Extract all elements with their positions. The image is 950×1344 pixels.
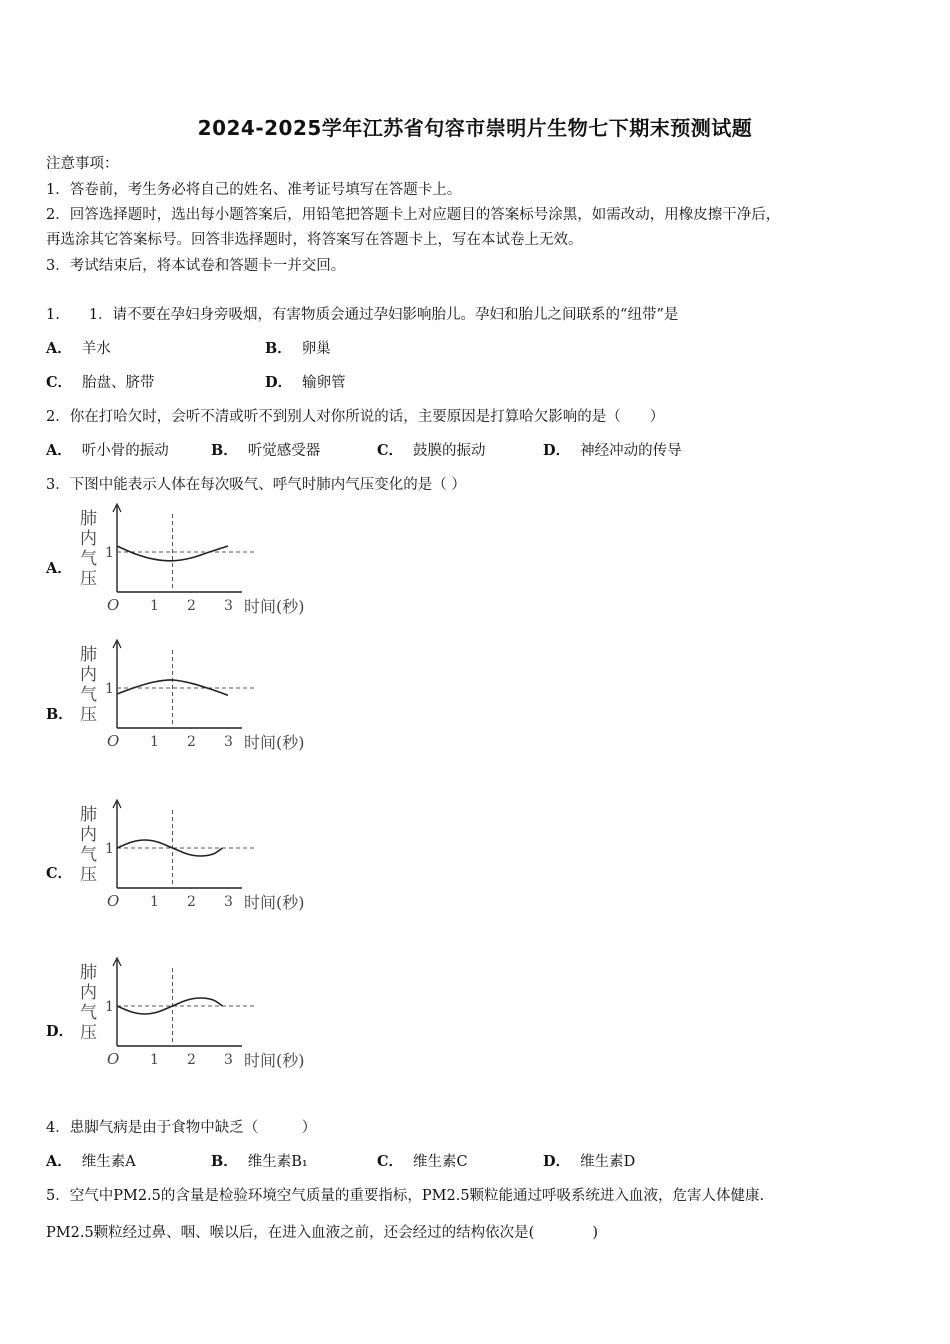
y-tick-label: 1 <box>105 545 114 561</box>
question-1-stem: 1. 1．请不要在孕妇身旁吸烟，有害物质会通过孕妇影响胎儿。孕妇和胎儿之间联系的“纽带”是 <box>46 307 679 323</box>
y-tick-label: 1 <box>105 999 114 1015</box>
y-axis-label-char: 气 <box>80 1003 97 1023</box>
question-2-option-d[interactable] <box>543 439 682 460</box>
x-tick-label: 3 <box>224 894 233 910</box>
option-text: 神经冲动的传导 <box>580 443 682 459</box>
question-1-option-c[interactable] <box>46 371 155 392</box>
option-letter: D． <box>265 374 293 391</box>
question-2-option-a[interactable] <box>46 439 169 460</box>
question-2-option-b[interactable] <box>211 439 320 460</box>
question-3-stem: 3．下图中能表示人体在每次吸气、呼气时肺内气压变化的是（ ） <box>46 477 466 493</box>
y-tick-label: 1 <box>105 841 114 857</box>
x-tick-label: 1 <box>150 1052 159 1068</box>
y-axis-label-char: 气 <box>80 845 97 865</box>
question-4-option-a[interactable] <box>46 1150 136 1171</box>
question-2-option-c[interactable] <box>377 439 486 460</box>
option-text: 卵巢 <box>301 341 331 357</box>
x-tick-label: 2 <box>187 734 196 750</box>
x-tick-label: 2 <box>187 1052 196 1068</box>
question-5-stem-line: 5．空气中PM2.5的含量是检验环境空气质量的重要指标，PM2.5颗粒能通过呼吸系统进入血液，危害人体健康. <box>46 1188 765 1204</box>
question-4-option-b[interactable] <box>211 1150 308 1171</box>
origin-label: O <box>107 596 120 614</box>
y-axis-label-char: 压 <box>80 865 97 885</box>
y-axis-label-char: 肺 <box>80 805 97 825</box>
option-letter: C． <box>377 442 404 459</box>
y-axis-label-char: 压 <box>80 569 97 589</box>
option-letter: A． <box>46 340 72 357</box>
y-axis-label-char: 肺 <box>80 963 97 983</box>
question-5-stem-line: PM2.5颗粒经过鼻、咽、喉以后，在进入血液之前，还会经过的结构依次是( ) <box>46 1225 598 1241</box>
y-axis-label-char: 内 <box>80 825 97 845</box>
y-axis-label-char: 肺 <box>80 645 97 665</box>
option-text: 羊水 <box>81 341 111 357</box>
x-tick-label: 1 <box>150 894 159 910</box>
notice-item: 1．答卷前，考生务必将自己的姓名、准考证号填写在答题卡上。 <box>46 182 462 198</box>
page-title: 2024-2025学年江苏省句容市崇明片生物七下期末预测试题 <box>197 116 753 140</box>
option-text: 听觉感受器 <box>247 443 321 459</box>
y-axis-label-char: 压 <box>80 705 97 725</box>
y-axis-label-char: 内 <box>80 983 97 1003</box>
y-axis-label-char: 内 <box>80 529 97 549</box>
option-letter: D． <box>543 1153 571 1170</box>
x-axis-label: 时间(秒) <box>244 893 305 912</box>
question-3-option-c-label[interactable]: C． <box>46 865 73 882</box>
x-tick-label: 1 <box>150 734 159 750</box>
option-text: 鼓膜的振动 <box>413 443 486 459</box>
option-letter: A． <box>46 1153 72 1170</box>
y-axis-label-char: 肺 <box>80 509 97 529</box>
question-1-option-d[interactable] <box>265 371 346 392</box>
option-text: 维生素B₁ <box>247 1154 308 1170</box>
notice-item: 再选涂其它答案标号。回答非选择题时，将答案写在答题卡上，写在本试卷上无效。 <box>46 232 583 248</box>
y-axis-label-char: 气 <box>80 549 97 569</box>
option-letter: C． <box>377 1153 404 1170</box>
origin-label: O <box>107 892 120 910</box>
option-letter: A． <box>46 442 72 459</box>
notice-item: 2．回答选择题时，选出每小题答案后，用铅笔把答题卡上对应题目的答案标号涂黑，如需改动，用橡皮擦干净后， <box>46 207 781 223</box>
option-text: 维生素C <box>413 1154 468 1170</box>
x-tick-label: 1 <box>150 598 159 614</box>
x-tick-label: 3 <box>224 1052 233 1068</box>
option-letter: B． <box>211 1153 238 1170</box>
notice-item: 3．考试结束后，将本试卷和答题卡一并交回。 <box>46 258 346 274</box>
y-axis-label-char: 压 <box>80 1023 97 1043</box>
x-axis-label: 时间(秒) <box>244 733 305 752</box>
question-4-option-d[interactable] <box>543 1150 635 1171</box>
pressure-graph-a <box>72 500 332 630</box>
question-4-stem: 4．患脚气病是由于食物中缺乏（ ） <box>46 1120 317 1136</box>
y-tick-label: 1 <box>105 681 114 697</box>
x-tick-label: 3 <box>224 734 233 750</box>
y-axis-label-char: 内 <box>80 665 97 685</box>
pressure-graph-d <box>72 954 332 1084</box>
option-letter: B． <box>265 340 292 357</box>
question-4-option-c[interactable] <box>377 1150 468 1171</box>
origin-label: O <box>107 732 120 750</box>
option-text: 听小骨的振动 <box>81 443 169 459</box>
x-tick-label: 2 <box>187 598 196 614</box>
origin-label: O <box>107 1050 120 1068</box>
pressure-graph-c <box>72 796 332 926</box>
option-text: 输卵管 <box>302 375 346 391</box>
question-3-option-b-label[interactable]: B． <box>46 706 73 723</box>
option-text: 维生素A <box>81 1154 136 1170</box>
option-letter: B． <box>211 442 238 459</box>
question-3-option-a-label[interactable]: A． <box>46 560 72 577</box>
x-tick-label: 2 <box>187 894 196 910</box>
question-2-stem: 2．你在打哈欠时，会听不清或听不到别人对你所说的话，主要原因是打算哈欠影响的是（ ） <box>46 409 665 425</box>
option-letter: D． <box>543 442 571 459</box>
x-tick-label: 3 <box>224 598 233 614</box>
pressure-graph-b <box>72 636 332 766</box>
question-1-option-a[interactable] <box>46 337 111 358</box>
option-text: 维生素D <box>580 1154 636 1170</box>
question-3-option-d-label[interactable]: D． <box>46 1023 74 1040</box>
x-axis-label: 时间(秒) <box>244 597 305 616</box>
question-1-option-b[interactable] <box>265 337 331 358</box>
y-axis-label-char: 气 <box>80 685 97 705</box>
x-axis-label: 时间(秒) <box>244 1051 305 1070</box>
notice-heading: 注意事项： <box>46 156 119 172</box>
option-text: 胎盘、脐带 <box>82 375 155 391</box>
option-letter: C． <box>46 374 73 391</box>
